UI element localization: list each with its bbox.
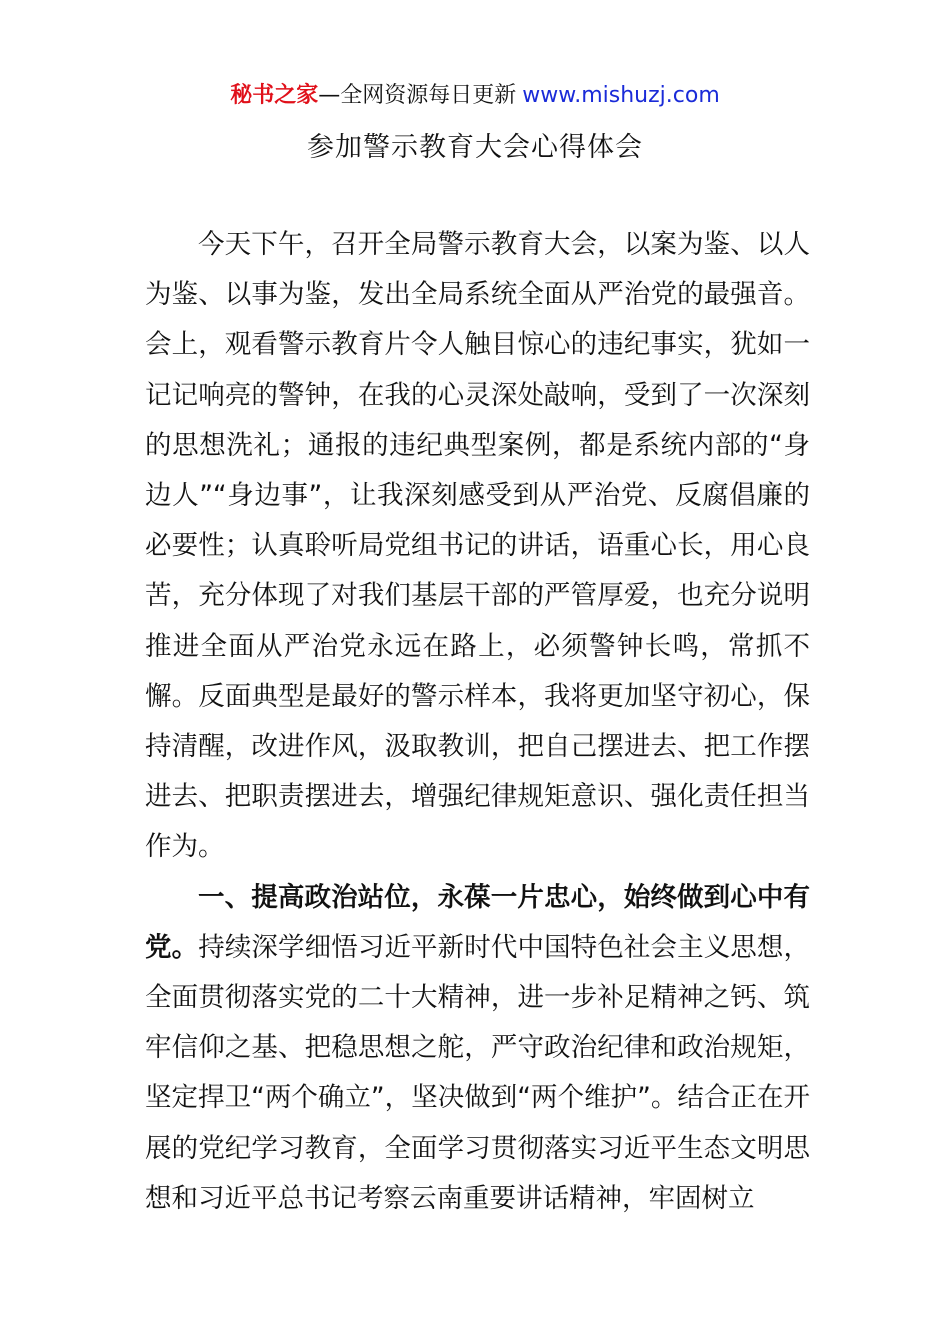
document-body [145,220,810,1224]
paragraph-section-one [145,873,810,1224]
brand-name: 秘书之家 [230,83,319,108]
site-header [0,80,950,112]
paragraph-intro [145,220,810,873]
section-one-heading: 一、提高政治站位，永葆一片忠心，始终做到心中有党。 [145,881,810,963]
paragraph-intro-text: 今天下午，召开全局警示教育大会，以案为鉴、以人为鉴、以事为鉴，发出全局系统全面从严治党的最强音。会上，观看警示教育片令人触目惊心的违纪事实，犹如一记记响亮的警钟，在我的心灵深处敲响，受到了一次深刻的思想洗礼；通报的违纪典型案例，都是系统内部的“身边人”“身边事”，让我深刻感受到从严治党、反腐倡廉的必要性；认真聆听局党组书记的讲话，语重心长，用心良苦，充分体现了对我们基层干部的严管厚爱，也充分说明推进全面从严治党永远在路上，必须警钟长鸣，常抓不懈。反面典型是最好的警示样本，我将更加坚守初心，保持清醒，改进作风，汲取教训，把自己摆进去、把工作摆进去、把职责摆进去，增强纪律规矩意识、强化责任担当作为。 [145,229,810,863]
site-url-link[interactable]: www.mishuzj.com [522,83,720,108]
section-one-text: 持续深学细悟习近平新时代中国特色社会主义思想，全面贯彻落实党的二十大精神，进一步补足精神之钙、筑牢信仰之基、把稳思想之舵，严守政治纪律和政治规矩，坚定捍卫“两个确立”，坚决做到“两个维护”。结合正在开展的党纪学习教育，全面学习贯彻落实习近平生态文明思想和习近平总书记考察云南重要讲话精神，牢固树立 [145,931,811,1214]
site-slogan: —全网资源每日更新 [318,83,517,108]
document-title: 参加警示教育大会心得体会 [307,132,643,163]
